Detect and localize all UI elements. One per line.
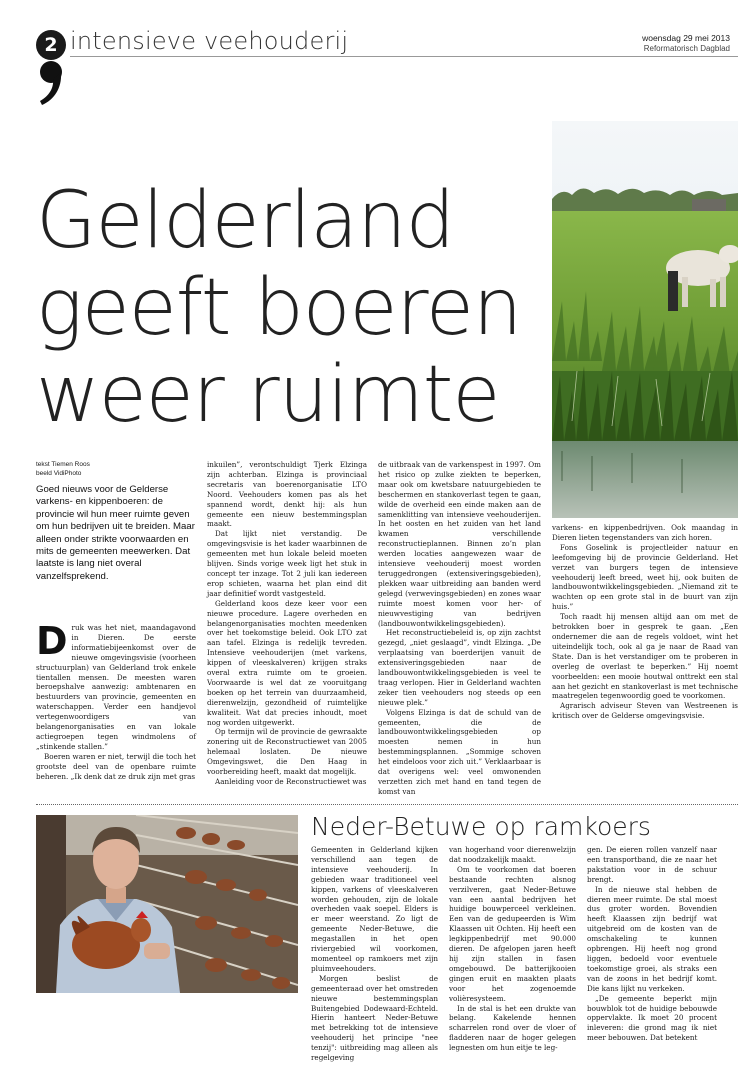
article-paragraph: de uitbraak van de varkenspest in 1997. Om het risico op zulke ziekten te beperken, maar ook om kwetsbare natuurgebieden te beschermen en stankoverlast tegen te gaan, wilde de overheid een einde maken aan de samenklitting van intensieve veehouderijen. In het oosten en het zuiden van het land kwamen verschillende reconstructieplannen. Binnen zo’n plan werden locaties aangewezen waar de intensieve veehouderij moest worden teruggedrongen (extensiveringsgebieden), plekken waar uitbreiding aan banden werd gelegd (verwevingsgebieden) en zones waar ruimte moest komen voor her- of nieuwvestiging van bedrijven (landbouwontwikkelingsgebieden). — [378, 460, 541, 628]
sidebar-column-3 — [587, 845, 717, 1043]
header-divider — [70, 56, 738, 57]
article-paragraph: varkens- en kippenbedrijven. Ook maandag in Dieren lieten tegenstanders van zich horen. — [552, 523, 738, 542]
headline-line-2: geeft boeren — [36, 263, 522, 353]
article-paragraph: ruk was het niet, maandagavond in Dieren. De eerste informatiebijeenkomst over de nieuwe omgevingsvisie (voorheen structuurplan) van Gelderland trok enkele tientallen mensen. De meesten waren beroepshalve aanwezig: ambtenaren en bestuurders van provincie, gemeenten en waterschappen. Verder een handjevol vertegenwoordigers van belangenorganisaties en van lokale actiegroepen tegen windmolens of „stinkende stallen.” — [36, 623, 196, 751]
sidebar-paragraph: gen. De eieren rollen vanzelf naar een transportband, die ze naar het pakstation voor in de schuur brengt. — [587, 845, 717, 884]
sidebar-paragraph: Morgen beslist de gemeenteraad over het omstreden nieuwe bestemmingsplan Buitengebied Dodewaard-Echteld. Hierin hanteert Neder-Betuwe met betrekking tot de intensieve veehouderij het principe "nee tenzij": uitbreiding mag alleen als regelgeving — [311, 973, 438, 1063]
article-paragraph: Dat lijkt niet verstandig. De omgevingsvisie is het kader waarbinnen de gemeenten met hun lokale beleid moeten blijven. Sinds vorige week ligt het stuk in concept ter inzage. Tot 2 juli kan iedereen erop schieten, waarna het plan eind dit jaar definitief wordt vastgesteld. — [207, 529, 367, 598]
article-column-4 — [552, 523, 738, 721]
article-paragraph: Volgens Elzinga is dat de schuld van de gemeenten, die de landbouwontwikkelingsgebieden op moesten nemen in hun bestemmingsplannen. „Sommige schoven het eindeloos voor zich uit.” Verklaarbaar is dat overigens wel: veel omwonenden verzetten zich met hand en tand tegen de komst van — [378, 707, 541, 796]
credit-text: tekst Tiemen Roos — [36, 461, 90, 468]
sidebar-paragraph: Gemeenten in Gelderland kijken verschillend aan tegen de intensieve veehouderij. In gebieden waar traditioneel veel kippen, varkens of vleeskalveren worden gehouden, zijn de lokale overheden vaak soepel. Elders is er meer weerstand. Zo ligt de gemeente Neder-Betuwe, die megastallen in het open riviergebied wil voorkomen, momenteel op ramkoers met zijn pluimveehouders. — [311, 845, 438, 973]
article-paragraph: Gelderland koos deze keer voor een nieuwe procedure. Lagere overheden en belangenorganisaties mochten meedenken over het toekomstige beleid. Ook LTO zat aan tafel. Elzinga is redelijk tevreden. Intensieve veehouderijen (met varkens, kippen of vleeskalveren) krijgen straks overal extra ruimte om te groeien. Voorwaarde is wel dat ze vooruitgang boeken op het terrein van duurzaamheid, dierenwelzijn, gezondheid of ruimtelijke kwaliteit. Wat dat precies inhoudt, moet nog worden uitgewerkt. — [207, 598, 367, 727]
sidebar-paragraph: van hogerhand voor dierenwelzijn dat noodzakelijk maakt. — [449, 845, 576, 864]
article-paragraph: Agrarisch adviseur Steven van Westreenen is kritisch over de Gelderse omgevingsvisie. — [552, 701, 738, 721]
article-paragraph: Op termijn wil de provincie de gewraakte zonering uit de Reconstructiewet van 2005 helemaal loslaten. De nieuwe Omgevingswet, die Den Haag in voorbereiding heeft, maakt dat mogelijk. — [207, 727, 367, 777]
article-column-3 — [378, 460, 541, 797]
farmer-hen-photo — [36, 815, 298, 993]
sidebar-paragraph: Om te voorkomen dat boeren bestaande rechten alsnog verzilveren, gaat Neder-Betuwe van een aantal bedrijven het huidige bouwperceel verkleinen. Een van de gedupeerden is Wim Klaassen uit Ochten. Hij heeft een legkippenbedrijf met 90.000 dieren. De afgelopen jaren heeft hij zijn stallen in fasen omgebouwd. De batterijkooien gingen eruit en maakten plaats voor het zogenoemde volièresysteem. — [449, 864, 576, 1003]
issue-date: woensdag 29 mei 2013 — [642, 33, 730, 43]
section-title: intensieve veehouderij — [70, 27, 349, 55]
page-number-badge: 2 — [36, 30, 66, 60]
sidebar-paragraph: „De gemeente beperkt mijn bouwblok tot de huidige bebouwde oppervlakte. Ik moet 20 procent inleveren: die grond mag ik niet meer bebouwen. Dat betekent — [587, 993, 717, 1043]
main-headline — [36, 178, 556, 439]
article-credits — [36, 461, 196, 478]
article-column-1 — [36, 619, 196, 782]
comma-logo-icon — [38, 60, 66, 106]
article-paragraph: Het reconstructiebeleid is, op zijn zachtst gezegd, „niet geslaagd”, vindt Elzinga. „De verplaatsing van boerderijen vanuit de extensiveringsgebieden naar de landbouwontwikkelingsgebieden is veel te traag verlopen. Hier in Gelderland wachten zeker tien veehouders nog steeds op een nieuwe plek.” — [378, 628, 541, 707]
article-column-2 — [207, 460, 367, 787]
sidebar-paragraph: In de stal is het een drukte van belang. Kakelende hennen scharrelen rond over de vloer of fladderen naar de hoger gelegen legnesten om hun eitje te leg- — [449, 1003, 576, 1053]
sidebar-column-1 — [311, 845, 438, 1063]
drop-cap: D — [36, 619, 68, 663]
article-paragraph: Fons Goselink is projectleider natuur en leefomgeving bij de provincie Gelderland. Het verzet van burgers tegen de intensieve veehouderij leeft breed, weet hij, ook buiten de landbouwontwikkelingsgebieden. „Niemand zit te wachten op een grote stal in de buurt van zijn huis.” — [552, 542, 738, 612]
section-divider — [36, 804, 738, 805]
sidebar-headline: Neder-Betuwe op ramkoers — [311, 812, 651, 841]
sidebar-paragraph: In de nieuwe stal hebben de dieren meer ruimte. De stal moest dus groter worden. Bovendien heeft Klaassen zijn bedrijf wat uitgebreid om de kosten van de omschakeling te kunnen opbrengen. Hij heeft nog grond liggen, bedoeld voor eventuele toekomstige groei, als straks een van de zoons in het bedrijf komt. Die kans lijkt nu verkeken. — [587, 884, 717, 993]
article-paragraph: Aanleiding voor de Reconstructiewet was — [215, 777, 367, 786]
headline-line-1: Gelderland — [36, 176, 455, 266]
article-paragraph: inkuilen”, verontschuldigt Tjerk Elzinga zijn achterban. Elzinga is provinciaal secretaris van boerenorganisatie LTO Noord. Veehouders komen pas als het spannend wordt, denkt hij: als hun gemeente een nieuw bestemmingsplan maakt. — [207, 460, 367, 529]
meadow-lamb-photo — [552, 121, 738, 518]
sidebar-column-2 — [449, 845, 576, 1053]
credit-photo: beeld VidiPhoto — [36, 469, 82, 477]
article-paragraph: Toch raadt hij mensen altijd aan om met de betrokken boer in gesprek te gaan. „Een ondernemer die aan de regels voldoet, wint het uiteindelijk toch, ook al ga je naar de Raad van State. Dan is het verstandiger om te proberen in overleg de overlast te beperken.” Hij noemt voorbeelden: een mooie houtwal onttrekt een stal aan het gezicht en stankoverlast is met technische maatregelen tegenwoordig goed te voorkomen. — [552, 612, 738, 701]
newspaper-name: Reformatorisch Dagblad — [643, 44, 730, 53]
headline-line-3: weer ruimte — [36, 350, 500, 440]
article-paragraph: Boeren waren er niet, terwijl die toch het grootste deel van de openbare ruimte beheren. „Ik denk dat ze druk zijn met gras — [36, 751, 196, 781]
article-intro: Goed nieuws voor de Gelderse varkens- en kippenboeren: de provincie wil hun meer ruimte geven om hun bedrijven uit te breiden. Maar alleen onder strikte voorwaarden en mits de gemeenten meewerken. Dat laatste is lang niet overal vanzelfsprekend. — [36, 484, 195, 582]
